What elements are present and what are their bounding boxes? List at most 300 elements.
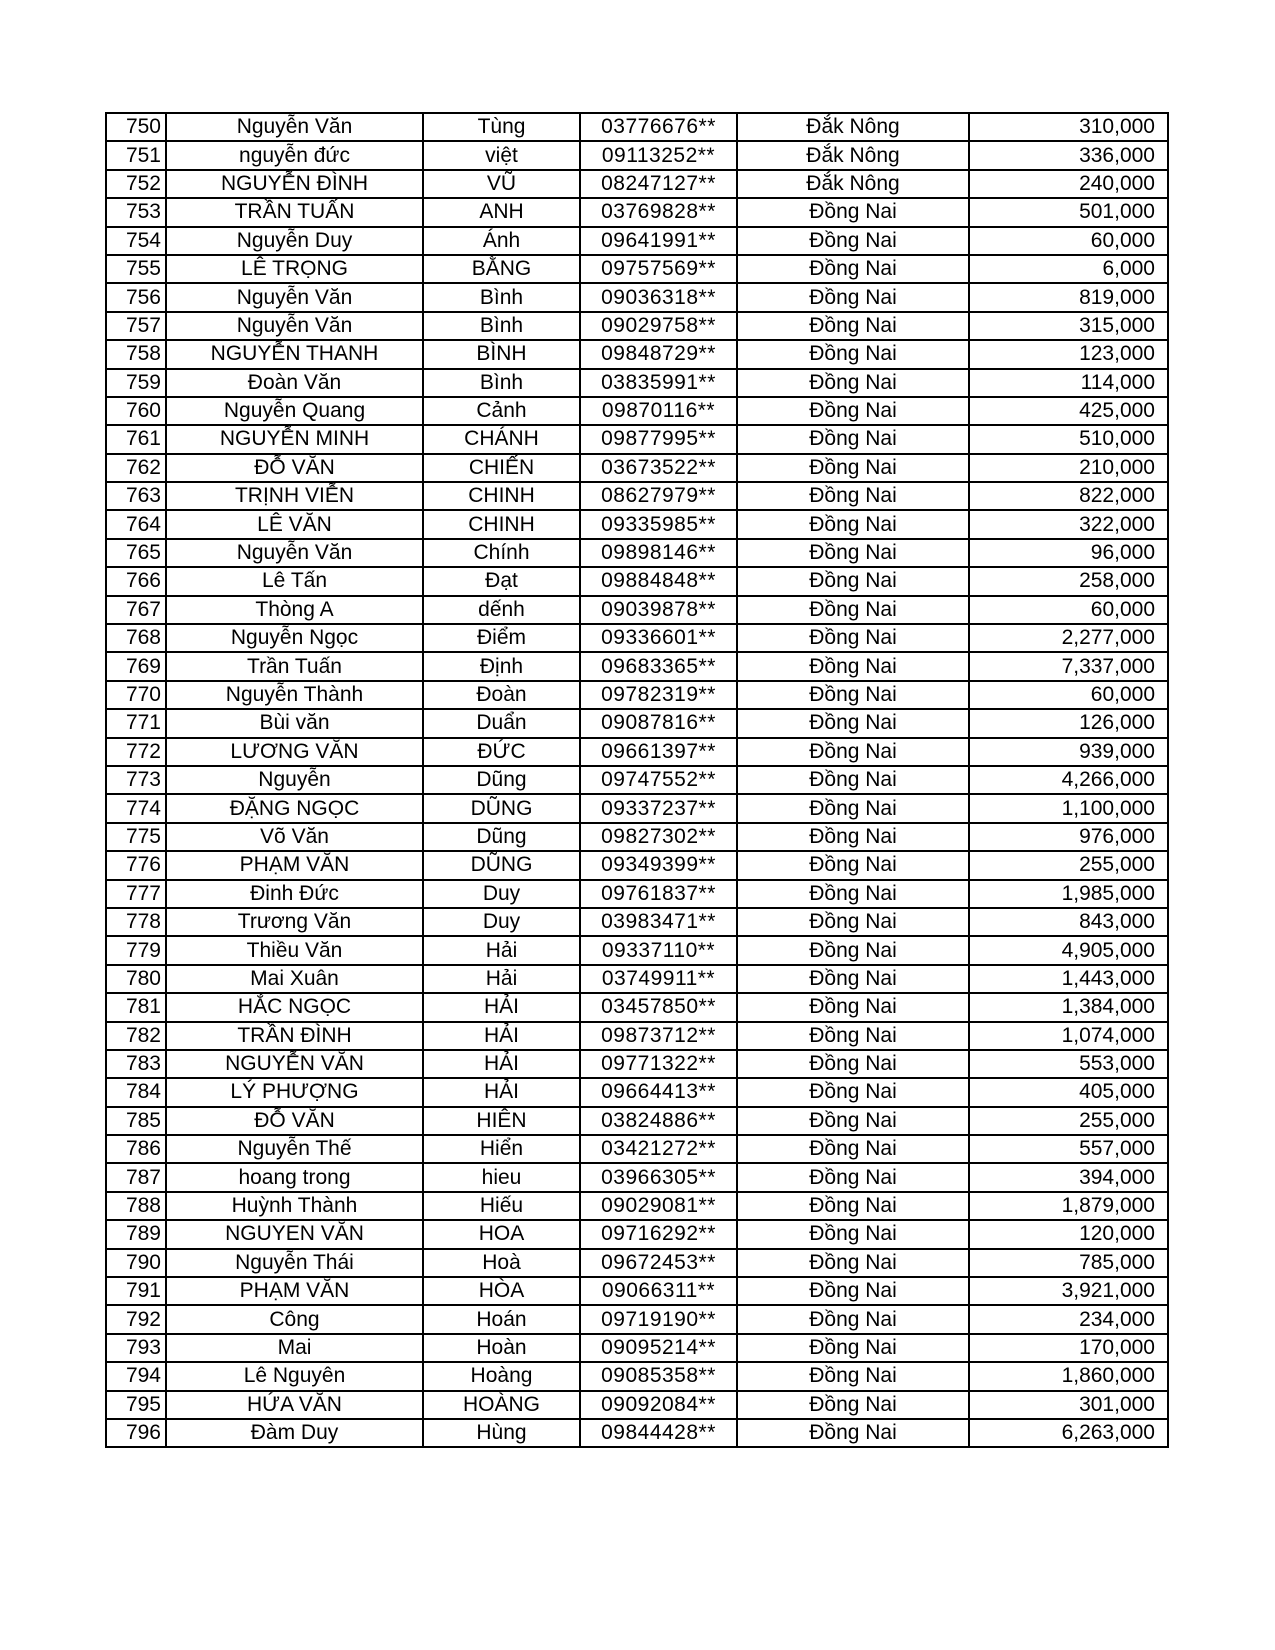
phone-cell: 09873712**: [580, 1022, 737, 1050]
province-cell: Đồng Nai: [737, 1078, 969, 1106]
phone-cell: 09719190**: [580, 1305, 737, 1333]
last-name-cell: Nguyễn Ngọc: [166, 624, 423, 652]
first-name-cell: Hiển: [423, 1135, 580, 1163]
province-cell: Đồng Nai: [737, 880, 969, 908]
table-row: [106, 1419, 1168, 1447]
first-name-cell: Dũng: [423, 823, 580, 851]
row-number: 764: [106, 510, 166, 538]
table-row: [106, 170, 1168, 198]
province-cell: Đồng Nai: [737, 1334, 969, 1362]
first-name-cell: HÒA: [423, 1277, 580, 1305]
last-name-cell: LÊ VĂN: [166, 510, 423, 538]
last-name-cell: Đàm Duy: [166, 1419, 423, 1447]
phone-cell: 03769828**: [580, 198, 737, 226]
last-name-cell: NGUYEN VĂN: [166, 1220, 423, 1248]
amount-cell: 255,000: [969, 851, 1168, 879]
phone-cell: 09336601**: [580, 624, 737, 652]
table-row: [106, 567, 1168, 595]
amount-cell: 301,000: [969, 1391, 1168, 1419]
row-number: 780: [106, 965, 166, 993]
first-name-cell: BẰNG: [423, 255, 580, 283]
phone-cell: 09085358**: [580, 1362, 737, 1390]
last-name-cell: Nguyễn Quang: [166, 397, 423, 425]
first-name-cell: CHIẾN: [423, 454, 580, 482]
amount-cell: 322,000: [969, 510, 1168, 538]
amount-cell: 394,000: [969, 1163, 1168, 1191]
table-row: [106, 823, 1168, 851]
first-name-cell: Dũng: [423, 766, 580, 794]
last-name-cell: TRỊNH VIỄN: [166, 482, 423, 510]
row-number: 761: [106, 425, 166, 453]
data-table: [105, 112, 1169, 1448]
last-name-cell: Nguyễn Thế: [166, 1135, 423, 1163]
province-cell: Đồng Nai: [737, 1305, 969, 1333]
province-cell: Đồng Nai: [737, 567, 969, 595]
first-name-cell: Cảnh: [423, 397, 580, 425]
province-cell: Đồng Nai: [737, 482, 969, 510]
first-name-cell: HOA: [423, 1220, 580, 1248]
phone-cell: 09782319**: [580, 681, 737, 709]
first-name-cell: Duy: [423, 908, 580, 936]
province-cell: Đồng Nai: [737, 596, 969, 624]
phone-cell: 03824886**: [580, 1107, 737, 1135]
row-number: 776: [106, 851, 166, 879]
first-name-cell: Bình: [423, 369, 580, 397]
row-number: 778: [106, 908, 166, 936]
amount-cell: 2,277,000: [969, 624, 1168, 652]
province-cell: Đồng Nai: [737, 908, 969, 936]
amount-cell: 4,266,000: [969, 766, 1168, 794]
phone-cell: 03835991**: [580, 369, 737, 397]
last-name-cell: Mai: [166, 1334, 423, 1362]
last-name-cell: Nguyễn: [166, 766, 423, 794]
phone-cell: 09092084**: [580, 1391, 737, 1419]
phone-cell: 09337110**: [580, 936, 737, 964]
phone-cell: 09877995**: [580, 425, 737, 453]
row-number: 751: [106, 141, 166, 169]
phone-cell: 03749911**: [580, 965, 737, 993]
province-cell: Đồng Nai: [737, 369, 969, 397]
table-row: [106, 936, 1168, 964]
row-number: 756: [106, 283, 166, 311]
last-name-cell: Trương Văn: [166, 908, 423, 936]
first-name-cell: Hải: [423, 965, 580, 993]
amount-cell: 785,000: [969, 1249, 1168, 1277]
row-number: 753: [106, 198, 166, 226]
phone-cell: 03421272**: [580, 1135, 737, 1163]
table-row: [106, 652, 1168, 680]
amount-cell: 126,000: [969, 709, 1168, 737]
first-name-cell: Hiếu: [423, 1192, 580, 1220]
row-number: 760: [106, 397, 166, 425]
phone-cell: 09771322**: [580, 1050, 737, 1078]
table-row: [106, 1078, 1168, 1106]
province-cell: Đồng Nai: [737, 454, 969, 482]
row-number: 796: [106, 1419, 166, 1447]
last-name-cell: hoang trong: [166, 1163, 423, 1191]
row-number: 787: [106, 1163, 166, 1191]
row-number: 790: [106, 1249, 166, 1277]
amount-cell: 3,921,000: [969, 1277, 1168, 1305]
table-row: [106, 1107, 1168, 1135]
row-number: 774: [106, 794, 166, 822]
table-row: [106, 539, 1168, 567]
last-name-cell: PHẠM VĂN: [166, 851, 423, 879]
phone-cell: 09095214**: [580, 1334, 737, 1362]
amount-cell: 1,443,000: [969, 965, 1168, 993]
last-name-cell: PHẠM VĂN: [166, 1277, 423, 1305]
phone-cell: 03966305**: [580, 1163, 737, 1191]
row-number: 757: [106, 312, 166, 340]
table-row: [106, 880, 1168, 908]
amount-cell: 557,000: [969, 1135, 1168, 1163]
row-number: 775: [106, 823, 166, 851]
amount-cell: 170,000: [969, 1334, 1168, 1362]
row-number: 765: [106, 539, 166, 567]
amount-cell: 210,000: [969, 454, 1168, 482]
first-name-cell: Định: [423, 652, 580, 680]
last-name-cell: LƯƠNG VĂN: [166, 738, 423, 766]
province-cell: Đồng Nai: [737, 227, 969, 255]
province-cell: Đồng Nai: [737, 823, 969, 851]
table-row: [106, 851, 1168, 879]
first-name-cell: Hoà: [423, 1249, 580, 1277]
phone-cell: 09029081**: [580, 1192, 737, 1220]
first-name-cell: Hùng: [423, 1419, 580, 1447]
row-number: 769: [106, 652, 166, 680]
row-number: 794: [106, 1362, 166, 1390]
phone-cell: 08247127**: [580, 170, 737, 198]
amount-cell: 425,000: [969, 397, 1168, 425]
amount-cell: 7,337,000: [969, 652, 1168, 680]
last-name-cell: NGUYỄN THANH: [166, 340, 423, 368]
province-cell: Đồng Nai: [737, 1419, 969, 1447]
phone-cell: 09672453**: [580, 1249, 737, 1277]
row-number: 784: [106, 1078, 166, 1106]
table-row: [106, 113, 1168, 141]
table-row: [106, 738, 1168, 766]
first-name-cell: Ánh: [423, 227, 580, 255]
table-row: [106, 198, 1168, 226]
last-name-cell: TRẦN TUẤN: [166, 198, 423, 226]
last-name-cell: Lê Nguyên: [166, 1362, 423, 1390]
province-cell: Đồng Nai: [737, 1022, 969, 1050]
amount-cell: 1,860,000: [969, 1362, 1168, 1390]
first-name-cell: Duy: [423, 880, 580, 908]
row-number: 754: [106, 227, 166, 255]
amount-cell: 939,000: [969, 738, 1168, 766]
province-cell: Đồng Nai: [737, 1220, 969, 1248]
amount-cell: 822,000: [969, 482, 1168, 510]
last-name-cell: TRẦN ĐÌNH: [166, 1022, 423, 1050]
first-name-cell: Đoàn: [423, 681, 580, 709]
last-name-cell: Nguyễn Văn: [166, 312, 423, 340]
row-number: 791: [106, 1277, 166, 1305]
table-row: [106, 993, 1168, 1021]
row-number: 785: [106, 1107, 166, 1135]
province-cell: Đồng Nai: [737, 1135, 969, 1163]
table-row: [106, 1277, 1168, 1305]
amount-cell: 234,000: [969, 1305, 1168, 1333]
province-cell: Đắk Nông: [737, 141, 969, 169]
first-name-cell: Điểm: [423, 624, 580, 652]
phone-cell: 09761837**: [580, 880, 737, 908]
province-cell: Đồng Nai: [737, 1362, 969, 1390]
last-name-cell: Trần Tuấn: [166, 652, 423, 680]
first-name-cell: Tùng: [423, 113, 580, 141]
amount-cell: 310,000: [969, 113, 1168, 141]
first-name-cell: Hoàn: [423, 1334, 580, 1362]
province-cell: Đồng Nai: [737, 681, 969, 709]
last-name-cell: LÝ PHƯỢNG: [166, 1078, 423, 1106]
table-row: [106, 1305, 1168, 1333]
amount-cell: 255,000: [969, 1107, 1168, 1135]
province-cell: Đồng Nai: [737, 425, 969, 453]
province-cell: Đồng Nai: [737, 766, 969, 794]
row-number: 771: [106, 709, 166, 737]
amount-cell: 114,000: [969, 369, 1168, 397]
amount-cell: 258,000: [969, 567, 1168, 595]
table-row: [106, 397, 1168, 425]
first-name-cell: CHÁNH: [423, 425, 580, 453]
last-name-cell: NGUYỄN ĐÌNH: [166, 170, 423, 198]
table-row: [106, 681, 1168, 709]
phone-cell: 09029758**: [580, 312, 737, 340]
last-name-cell: Nguyễn Văn: [166, 539, 423, 567]
row-number: 750: [106, 113, 166, 141]
amount-cell: 405,000: [969, 1078, 1168, 1106]
first-name-cell: HIÊN: [423, 1107, 580, 1135]
row-number: 792: [106, 1305, 166, 1333]
first-name-cell: Bình: [423, 283, 580, 311]
province-cell: Đồng Nai: [737, 1249, 969, 1277]
amount-cell: 6,263,000: [969, 1419, 1168, 1447]
amount-cell: 819,000: [969, 283, 1168, 311]
table-row: [106, 1391, 1168, 1419]
row-number: 773: [106, 766, 166, 794]
first-name-cell: CHINH: [423, 510, 580, 538]
table-row: [106, 1220, 1168, 1248]
first-name-cell: Duẩn: [423, 709, 580, 737]
amount-cell: 315,000: [969, 312, 1168, 340]
phone-cell: 09337237**: [580, 794, 737, 822]
amount-cell: 123,000: [969, 340, 1168, 368]
row-number: 793: [106, 1334, 166, 1362]
province-cell: Đồng Nai: [737, 1277, 969, 1305]
amount-cell: 976,000: [969, 823, 1168, 851]
row-number: 770: [106, 681, 166, 709]
amount-cell: 4,905,000: [969, 936, 1168, 964]
province-cell: Đồng Nai: [737, 539, 969, 567]
table-row: [106, 1362, 1168, 1390]
first-name-cell: VŨ: [423, 170, 580, 198]
last-name-cell: Nguyễn Duy: [166, 227, 423, 255]
province-cell: Đồng Nai: [737, 1107, 969, 1135]
last-name-cell: Đinh Đức: [166, 880, 423, 908]
first-name-cell: dếnh: [423, 596, 580, 624]
row-number: 795: [106, 1391, 166, 1419]
table-row: [106, 794, 1168, 822]
table-row: [106, 454, 1168, 482]
table-row: [106, 1192, 1168, 1220]
province-cell: Đồng Nai: [737, 709, 969, 737]
table-row: [106, 709, 1168, 737]
amount-cell: 501,000: [969, 198, 1168, 226]
amount-cell: 510,000: [969, 425, 1168, 453]
amount-cell: 553,000: [969, 1050, 1168, 1078]
province-cell: Đồng Nai: [737, 510, 969, 538]
phone-cell: 03457850**: [580, 993, 737, 1021]
table-row: [106, 965, 1168, 993]
province-cell: Đồng Nai: [737, 1163, 969, 1191]
row-number: 759: [106, 369, 166, 397]
first-name-cell: ĐỨC: [423, 738, 580, 766]
phone-cell: 09036318**: [580, 283, 737, 311]
table-row: [106, 1334, 1168, 1362]
first-name-cell: việt: [423, 141, 580, 169]
province-cell: Đồng Nai: [737, 1050, 969, 1078]
phone-cell: 09641991**: [580, 227, 737, 255]
last-name-cell: ĐỖ VĂN: [166, 454, 423, 482]
amount-cell: 60,000: [969, 681, 1168, 709]
phone-cell: 09039878**: [580, 596, 737, 624]
table-row: [106, 369, 1168, 397]
amount-cell: 336,000: [969, 141, 1168, 169]
amount-cell: 240,000: [969, 170, 1168, 198]
amount-cell: 843,000: [969, 908, 1168, 936]
first-name-cell: Bình: [423, 312, 580, 340]
phone-cell: 09113252**: [580, 141, 737, 169]
province-cell: Đồng Nai: [737, 255, 969, 283]
last-name-cell: NGUYỄN MINH: [166, 425, 423, 453]
first-name-cell: ANH: [423, 198, 580, 226]
row-number: 758: [106, 340, 166, 368]
last-name-cell: Bùi văn: [166, 709, 423, 737]
province-cell: Đắk Nông: [737, 170, 969, 198]
first-name-cell: Đạt: [423, 567, 580, 595]
province-cell: Đồng Nai: [737, 283, 969, 311]
last-name-cell: NGUYỄN VĂN: [166, 1050, 423, 1078]
row-number: 777: [106, 880, 166, 908]
table-row: [106, 340, 1168, 368]
table-row: [106, 312, 1168, 340]
phone-cell: 09664413**: [580, 1078, 737, 1106]
row-number: 767: [106, 596, 166, 624]
last-name-cell: ĐỖ VĂN: [166, 1107, 423, 1135]
phone-cell: 09848729**: [580, 340, 737, 368]
last-name-cell: HẮC NGỌC: [166, 993, 423, 1021]
table-row: [106, 624, 1168, 652]
phone-cell: 03776676**: [580, 113, 737, 141]
phone-cell: 03673522**: [580, 454, 737, 482]
last-name-cell: Võ Văn: [166, 823, 423, 851]
row-number: 766: [106, 567, 166, 595]
row-number: 782: [106, 1022, 166, 1050]
table-row: [106, 1050, 1168, 1078]
last-name-cell: LÊ TRỌNG: [166, 255, 423, 283]
table-row: [106, 482, 1168, 510]
last-name-cell: Mai Xuân: [166, 965, 423, 993]
row-number: 788: [106, 1192, 166, 1220]
amount-cell: 60,000: [969, 596, 1168, 624]
table-row: [106, 227, 1168, 255]
phone-cell: 09066311**: [580, 1277, 737, 1305]
phone-cell: 09747552**: [580, 766, 737, 794]
row-number: 768: [106, 624, 166, 652]
last-name-cell: Nguyễn Thái: [166, 1249, 423, 1277]
province-cell: Đồng Nai: [737, 965, 969, 993]
first-name-cell: DŨNG: [423, 794, 580, 822]
phone-cell: 09884848**: [580, 567, 737, 595]
row-number: 763: [106, 482, 166, 510]
last-name-cell: Nguyễn Văn: [166, 113, 423, 141]
row-number: 752: [106, 170, 166, 198]
province-cell: Đắk Nông: [737, 113, 969, 141]
amount-cell: 1,100,000: [969, 794, 1168, 822]
table-row: [106, 1249, 1168, 1277]
phone-cell: 09683365**: [580, 652, 737, 680]
table-body: [106, 113, 1168, 1447]
province-cell: Đồng Nai: [737, 397, 969, 425]
table-row: [106, 1022, 1168, 1050]
amount-cell: 1,879,000: [969, 1192, 1168, 1220]
amount-cell: 1,384,000: [969, 993, 1168, 1021]
province-cell: Đồng Nai: [737, 340, 969, 368]
first-name-cell: HẢI: [423, 1022, 580, 1050]
first-name-cell: Hoán: [423, 1305, 580, 1333]
phone-cell: 09870116**: [580, 397, 737, 425]
row-number: 762: [106, 454, 166, 482]
row-number: 789: [106, 1220, 166, 1248]
last-name-cell: HỨA VĂN: [166, 1391, 423, 1419]
last-name-cell: Huỳnh Thành: [166, 1192, 423, 1220]
first-name-cell: hieu: [423, 1163, 580, 1191]
amount-cell: 120,000: [969, 1220, 1168, 1248]
amount-cell: 60,000: [969, 227, 1168, 255]
table-row: [106, 255, 1168, 283]
last-name-cell: Công: [166, 1305, 423, 1333]
province-cell: Đồng Nai: [737, 1391, 969, 1419]
province-cell: Đồng Nai: [737, 794, 969, 822]
row-number: 772: [106, 738, 166, 766]
row-number: 781: [106, 993, 166, 1021]
row-number: 779: [106, 936, 166, 964]
table-row: [106, 1135, 1168, 1163]
phone-cell: 08627979**: [580, 482, 737, 510]
province-cell: Đồng Nai: [737, 652, 969, 680]
first-name-cell: CHINH: [423, 482, 580, 510]
phone-cell: 09349399**: [580, 851, 737, 879]
province-cell: Đồng Nai: [737, 993, 969, 1021]
phone-cell: 09716292**: [580, 1220, 737, 1248]
row-number: 755: [106, 255, 166, 283]
last-name-cell: Nguyễn Thành: [166, 681, 423, 709]
first-name-cell: Chính: [423, 539, 580, 567]
amount-cell: 1,985,000: [969, 880, 1168, 908]
province-cell: Đồng Nai: [737, 624, 969, 652]
table-row: [106, 283, 1168, 311]
table-row: [106, 596, 1168, 624]
last-name-cell: Lê Tấn: [166, 567, 423, 595]
last-name-cell: Đoàn Văn: [166, 369, 423, 397]
province-cell: Đồng Nai: [737, 936, 969, 964]
table-row: [106, 1163, 1168, 1191]
row-number: 786: [106, 1135, 166, 1163]
phone-cell: 09757569**: [580, 255, 737, 283]
last-name-cell: nguyễn đức: [166, 141, 423, 169]
province-cell: Đồng Nai: [737, 1192, 969, 1220]
first-name-cell: DŨNG: [423, 851, 580, 879]
